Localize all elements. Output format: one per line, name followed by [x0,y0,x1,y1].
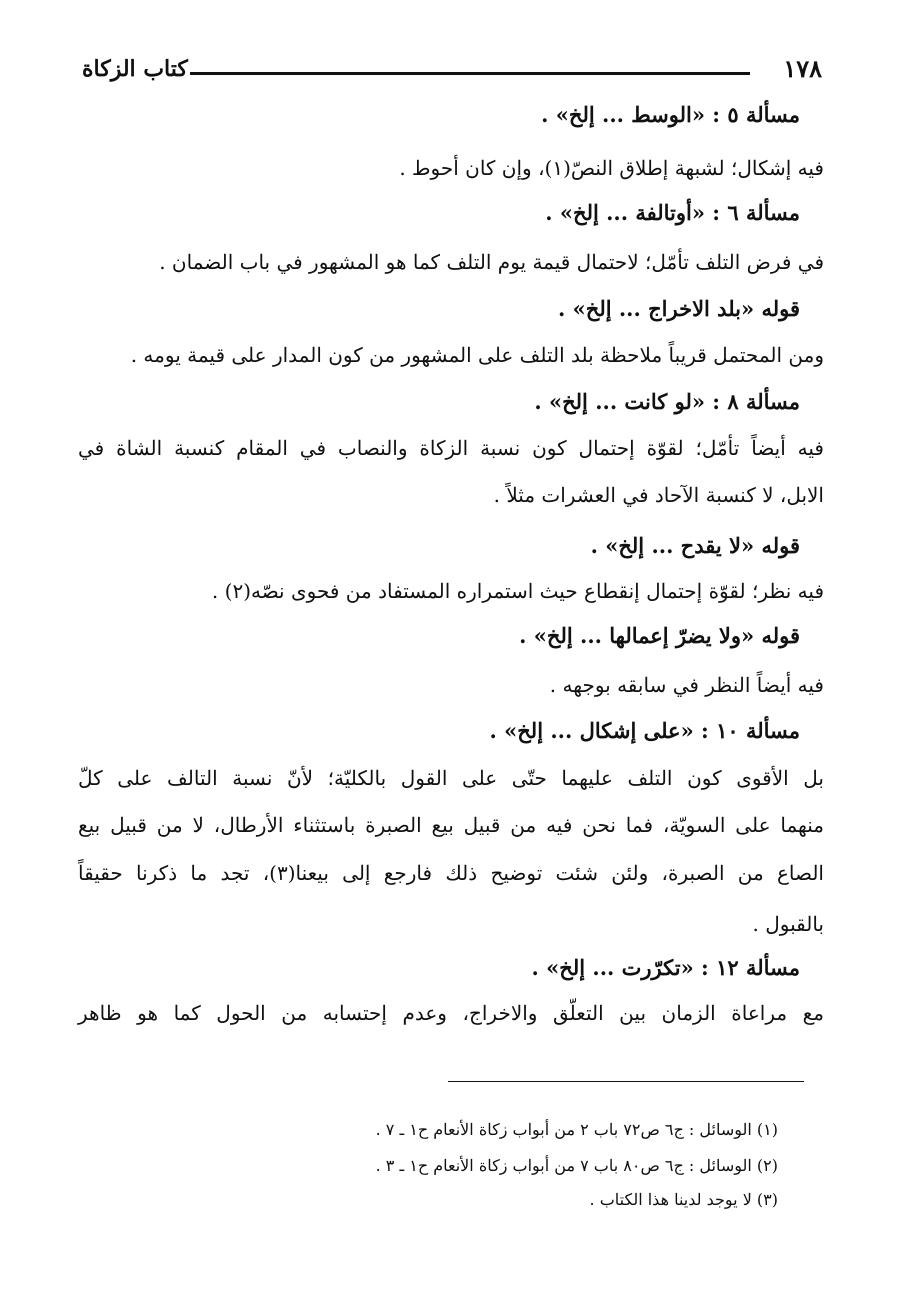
body-line: مع مراعاة الزمان بين التعلّق والاخراج، وعدم إحتسابه من الحول كما هو ظاهر [78,1001,824,1025]
footnote-separator [448,1081,804,1082]
body-line: الصاع من الصبرة، ولئن شئت توضيح ذلك فارجع إلى بيعنا(٣)، تجد ما ذكرنا حقيقاً [78,861,824,885]
section-heading: قوله «بلد الاخراج ... إلخ» . [558,296,800,321]
body-line: فيه نظر؛ لقوّة إحتمال إنقطاع حيث استمراره المستفاد من فحوى نصّه(٢) . [211,579,824,603]
book-title: كتاب الزكاة [82,56,188,82]
body-line: فيه أيضاً النظر في سابقه بوجهه . [549,673,824,697]
body-line: ومن المحتمل قريباً ملاحظة بلد التلف على المشهور من كون المدار على قيمة يومه . [130,343,824,367]
section-heading: قوله «لا يقدح ... إلخ» . [590,533,800,558]
section-heading: قوله «ولا يضرّ إعمالها ... إلخ» . [519,623,800,648]
section-heading: مسألة ٥ : «الوسط ... إلخ» . [541,102,800,127]
section-heading: مسألة ١٠ : «على إشكال ... إلخ» . [489,718,800,743]
body-line: فيه إشكال؛ لشبهة إطلاق النصّ(١)، وإن كان أحوط . [399,156,824,180]
footnote: (١) الوسائل : ج٦ ص٧٢ باب ٢ من أبواب زكاة الأنعام ح١ ـ ٧ . [375,1120,778,1139]
page-number: ١٧٨ [783,54,822,83]
footnote: (٣) لا يوجد لدينا هذا الكتاب . [589,1190,778,1209]
section-heading: مسألة ١٢ : «تكرّرت ... إلخ» . [531,955,800,980]
section-heading: مسألة ٦ : «أوتالفة ... إلخ» . [545,200,800,225]
footnote: (٢) الوسائل : ج٦ ص٨٠ باب ٧ من أبواب زكاة الأنعام ح١ ـ ٣ . [375,1156,778,1175]
header-rule [190,72,750,75]
body-line: في فرض التلف تأمّل؛ لاحتمال قيمة يوم التلف كما هو المشهور في باب الضمان . [159,250,824,274]
section-heading: مسألة ٨ : «لو كانت ... إلخ» . [534,389,800,414]
body-line: بالقبول . [752,912,824,936]
body-line: فيه أيضاً تأمّل؛ لقوّة إحتمال كون نسبة الزكاة والنصاب في المقام كنسبة الشاة في [78,436,824,460]
page-header [82,52,822,92]
body-line: الابل، لا كنسبة الآحاد في العشرات مثلاً . [493,483,824,507]
body-line: بل الأقوى كون التلف عليهما حتّى على القول بالكليّة؛ لأنّ نسبة التالف على كلّ [78,766,824,790]
body-line: منهما على السويّة، فما نحن فيه من قبيل بيع الصبرة باستثناء الأرطال، لا من قبيل بيع [78,813,824,837]
